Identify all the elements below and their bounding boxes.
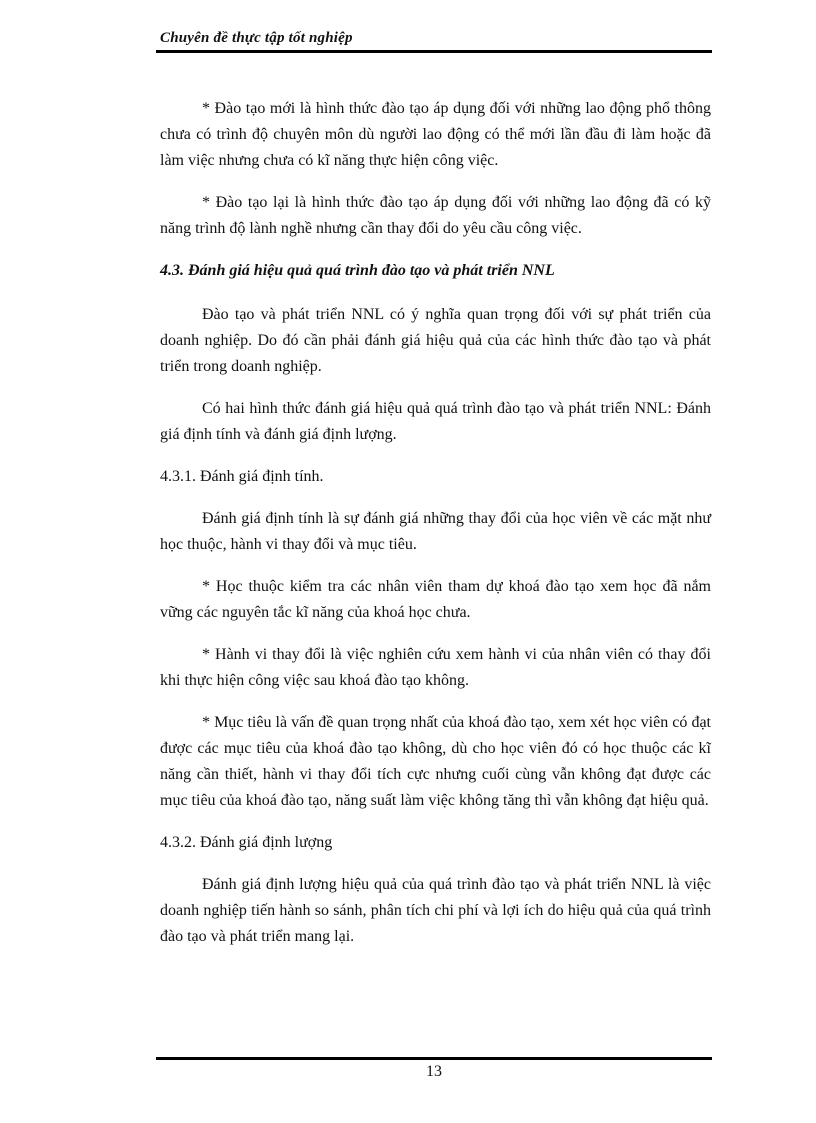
- paragraph-retraining: * Đào tạo lại là hình thức đào tạo áp dụng đối với những lao động đã có kỹ năng trình độ lành nghề nhưng cần thay đổi do yêu cầu công việc.: [160, 194, 711, 237]
- footer-rule: [156, 1057, 712, 1060]
- paragraph-quantitative-definition: Đánh giá định lượng hiệu quả của quá trình đào tạo và phát triển NNL là việc doanh nghiệp tiến hành so sánh, phân tích chi phí và lợi ích do hiệu quả của quá trình đào tạo và phát triển mang lại.: [160, 876, 711, 945]
- header-rule: [156, 50, 712, 53]
- subsection-heading-4-3-2: 4.3.2. Đánh giá định lượng: [160, 834, 333, 851]
- paragraph-behavior-change: * Hành vi thay đổi là việc nghiên cứu xem hành vi của nhân viên có thay đổi khi thực hiện công việc sau khoá đào tạo không.: [160, 646, 711, 689]
- page-number: 13: [426, 1063, 442, 1080]
- section-heading-4-3: 4.3. Đánh giá hiệu quả quá trình đào tạo và phát triển NNL: [160, 262, 555, 279]
- page-header: [156, 28, 712, 53]
- paragraph-qualitative-definition: Đánh giá định tính là sự đánh giá những thay đổi của học viên về các mặt như học thuộc, hành vi thay đổi và mục tiêu.: [160, 510, 711, 553]
- page-footer: [156, 1057, 712, 1083]
- paragraph-objectives: * Mục tiêu là vấn đề quan trọng nhất của khoá đào tạo, xem xét học viên có đạt được các mục tiêu của khoá đào tạo không, dù cho học viên đó có học thuộc các kĩ năng cần thiết, hành vi thay đổi tích cực nhưng cuối cùng vẫn không đạt được các mục tiêu của khoá đào tạo, năng suất làm việc không tăng thì vẫn không đạt hiệu quả.: [160, 714, 711, 809]
- paragraph-new-training: * Đào tạo mới là hình thức đào tạo áp dụng đối với những lao động phổ thông chưa có trình độ chuyên môn dù người lao động có thể mới lần đầu đi làm hoặc đã làm việc nhưng chưa có kĩ năng thực hiện công việc.: [160, 100, 711, 169]
- subsection-heading-4-3-1: 4.3.1. Đánh giá định tính.: [160, 468, 324, 485]
- document-body: [160, 96, 711, 966]
- paragraph-importance: Đào tạo và phát triển NNL có ý nghĩa quan trọng đối với sự phát triển của doanh nghiệp. Do đó cần phải đánh giá hiệu quả của các hình thức đào tạo và phát triển trong doanh nghiệp.: [160, 306, 711, 375]
- header-title: Chuyên đề thực tập tốt nghiệp: [160, 30, 353, 46]
- paragraph-learning: * Học thuộc kiểm tra các nhân viên tham dự khoá đào tạo xem học đã nắm vững các nguyên tắc kĩ năng của khoá học chưa.: [160, 578, 711, 621]
- paragraph-two-forms: Có hai hình thức đánh giá hiệu quả quá trình đào tạo và phát triển NNL: Đánh giá định tính và đánh giá định lượng.: [160, 400, 711, 443]
